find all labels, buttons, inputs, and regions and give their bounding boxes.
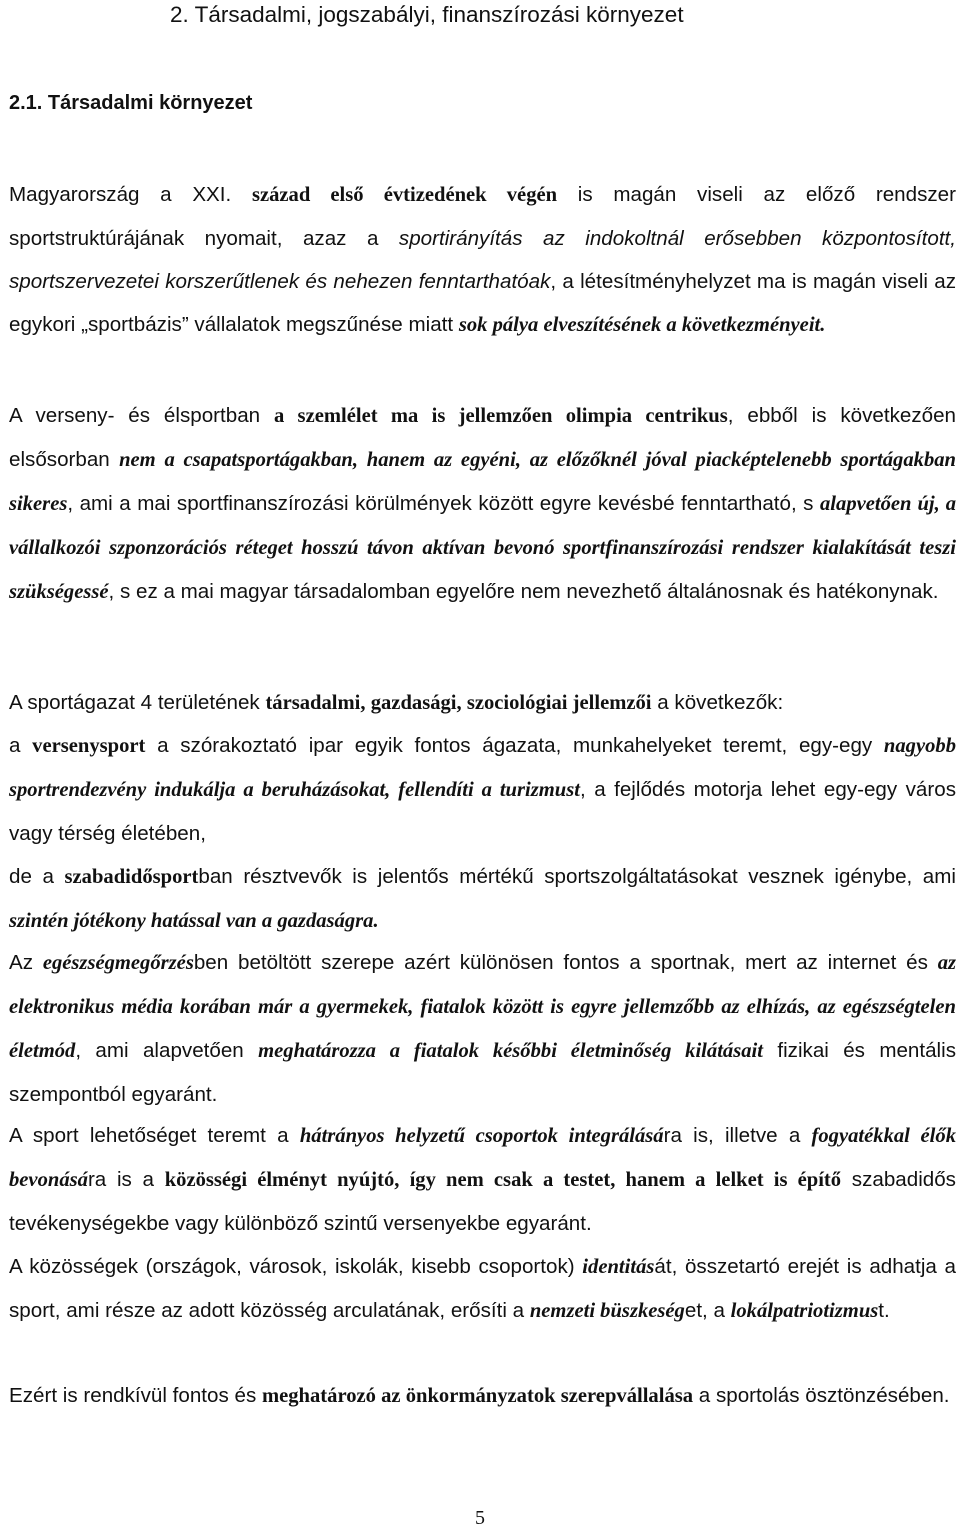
text-run: nemzeti büszkeség [529, 1299, 685, 1322]
text-run: társadalmi, gazdasági, szociológiai jellemzői [265, 691, 652, 714]
text-run: sok pálya elveszítésének a következményeit. [458, 314, 826, 337]
paragraph [9, 173, 956, 348]
text-run: versenysport [32, 734, 146, 757]
text-run: fogyatékkal élők bevonásá [9, 1124, 956, 1191]
text-run: Az [9, 950, 43, 974]
text-run: identitás [582, 1255, 655, 1278]
paragraph [9, 1374, 956, 1418]
text-run: , a létesítményhelyzet ma is magán viseli az egykori „sportbázis” vállalatok megszűnése miatt [9, 270, 956, 337]
text-run: A verseny- és élsportban [9, 403, 274, 427]
text-run: hátrányos helyzetű csoportok integrálásá [299, 1124, 664, 1147]
paragraph [9, 394, 956, 615]
text-run: t. [878, 1298, 890, 1322]
text-run: ra is, illetve a [663, 1123, 812, 1147]
paragraph [9, 855, 956, 943]
text-run: , a fejlődés motorja lehet egy-egy város vagy térség életében, [9, 777, 956, 845]
text-run: közösségi élményt nyújtó, így nem csak a testet, hanem a lelket is építő [164, 1168, 842, 1191]
text-run: ra is a [87, 1167, 165, 1191]
text-run: nagyobb sportrendezvény indukálja a beruházásokat, fellendíti a turizmust [9, 734, 956, 801]
text-run: A sport lehetőséget teremt a [9, 1123, 300, 1147]
text-run: Magyarország a XXI. [9, 182, 252, 206]
text-run: nem a csapatsportágakban, hanem az egyéni, az előzőknél jóval piacképtelenebb sportágakban sikeres [9, 448, 956, 515]
text-run: meghatározó az önkormányzatok szerepvállalása [261, 1384, 694, 1407]
text-run: a szórakoztató ipar egyik fontos ágazata, munkahelyeket teremt, egy-egy [145, 733, 884, 757]
paragraph [9, 941, 956, 1117]
text-run: ben betöltött szerepe azért különösen fontos a sportnak, mert az internet és [193, 950, 938, 974]
text-run: a szemlélet ma is jellemzően olimpia centrikus [273, 404, 728, 427]
text-run: át, összetartó erejét is adhatja a sport, ami része az adott közösség arculatának, erősíti a [9, 1254, 956, 1322]
text-run: ban résztvevők is jelentős mértékű sportszolgáltatásokat vesznek igénybe, ami [198, 864, 956, 888]
text-run: az elektronikus média korában már a gyermekek, fiatalok között is egyre jellemzőbb az elhízás, az egészségtelen életmód [9, 951, 956, 1062]
text-run: A sportágazat 4 területének [9, 690, 266, 714]
text-run: szabadidős tevékenységekbe vagy különböző szintű versenyekbe egyaránt. [9, 1167, 956, 1235]
text-run: a [9, 733, 33, 757]
text-run: meghatározza a fiatalok későbbi életminőség kilátásait [258, 1040, 763, 1062]
text-run: század első évtizedének végén [251, 183, 558, 206]
text-run: szintén jótékony hatással van a gazdaságra. [9, 909, 379, 932]
text-run: a következők: [651, 690, 784, 714]
text-run: Ezért is rendkívül fontos és [9, 1383, 262, 1407]
text-run: lokálpatriotizmus [730, 1299, 879, 1322]
paragraph [9, 681, 956, 725]
text-run: et, a [684, 1298, 731, 1322]
paragraph [9, 1114, 956, 1246]
text-run: is magán viseli az előző rendszer sportstruktúrájának nyomait, azaz a [9, 182, 956, 250]
text-run: , ebből is következően elsősorban [9, 403, 957, 471]
text-run: a sportolás ösztönzésében. [693, 1383, 950, 1407]
text-run: szabadidősport [64, 865, 199, 888]
page-number: 5 [475, 1507, 485, 1529]
text-run: fizikai és mentális szempontból egyaránt. [9, 1039, 957, 1107]
section-heading: 2.1. Társadalmi környezet [9, 92, 253, 114]
text-run: A közösségek (országok, városok, iskolák, kisebb csoportok) [9, 1254, 583, 1278]
text-run: sportirányítás az indokoltnál erősebben központosított, sportszervezetei korszerűtlenek és nehezen fenntarthatóak [9, 226, 956, 293]
text-run: , s ez a mai magyar társadalomban egyelőre nem nevezhető általánosnak és hatékonynak. [108, 580, 939, 604]
paragraph [9, 724, 956, 856]
text-run: alapvetően új, a vállalkozói szponzorációs réteget hosszú távon aktívan bevonó sportfinanszírozási rendszer kialakítását teszi szükségessé [9, 493, 956, 604]
paragraph [9, 1245, 956, 1333]
text-run: , ami a mai sportfinanszírozási körülmények között egyre kevésbé fenntartható, s [67, 492, 820, 515]
chapter-heading: 2. Társadalmi, jogszabályi, finanszírozási környezet [170, 2, 684, 27]
text-run: , ami alapvetően [75, 1039, 259, 1062]
text-run: de a [9, 864, 65, 888]
text-run: egészségmegőrzés [42, 951, 194, 974]
